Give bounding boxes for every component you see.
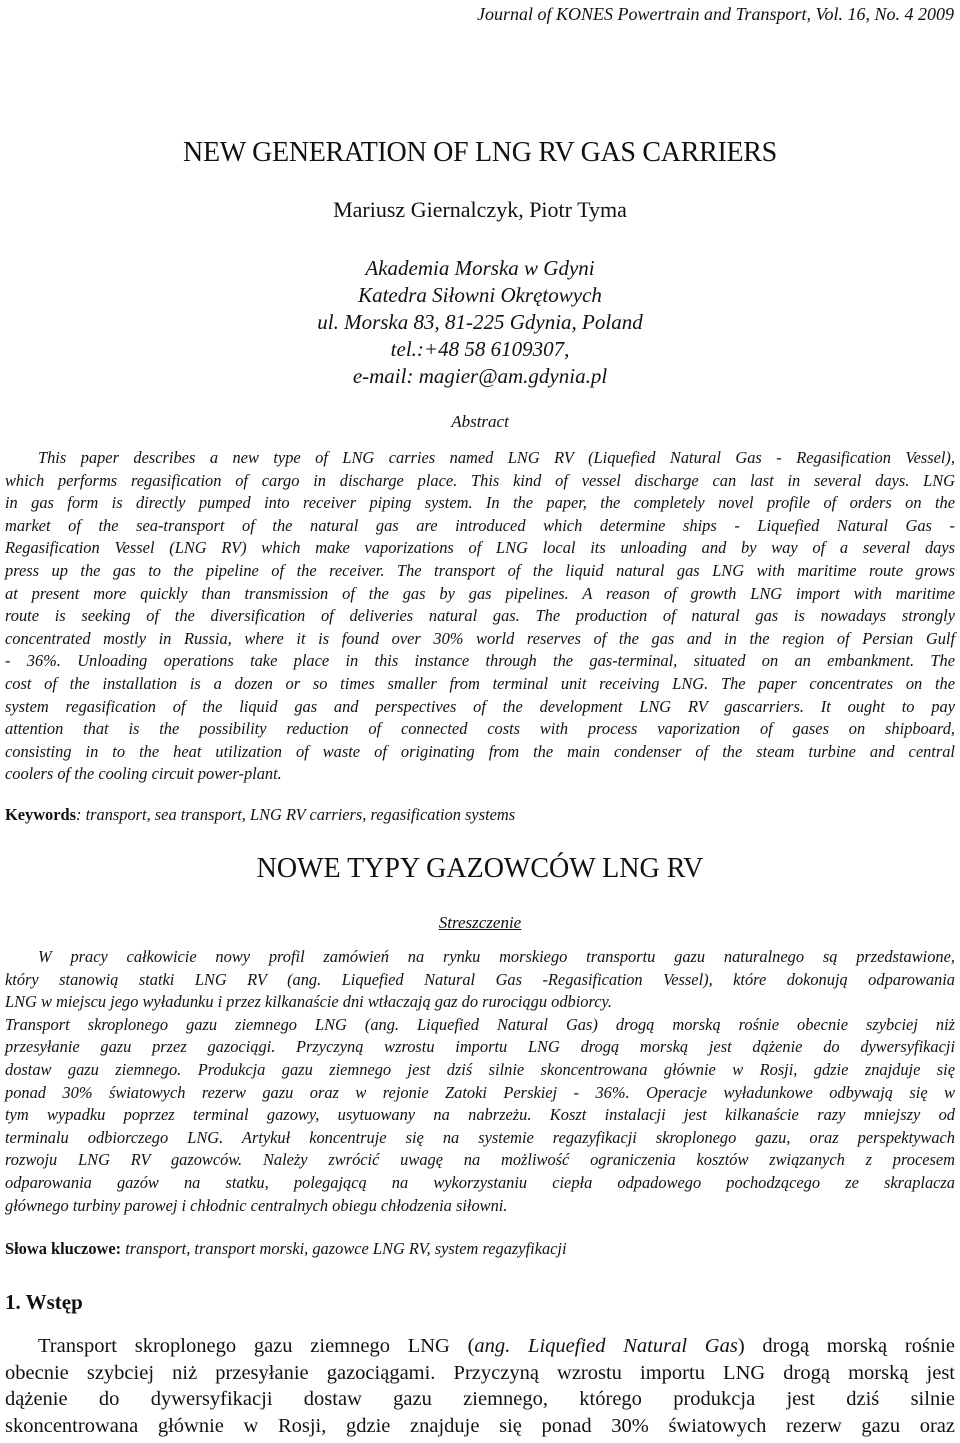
- keywords-text: : transport, sea transport, LNG RV carriers, regasification systems: [76, 805, 516, 824]
- intro-line-part: ) drogą morską rośnie: [737, 1335, 956, 1357]
- streszczenie-line: dostaw gazu ziemnego. Produkcja gazu ziemnego jest dziś silnie skoncentrowana głównie w Rosji, gdzie znajduje się: [5, 1059, 955, 1079]
- keywords-label: Keywords: [5, 805, 77, 824]
- intro-line: [5, 1333, 955, 1360]
- abstract-line: - 36%. Unloading operations take place in this instance through the gas-terminal, situated on an embankment. The: [5, 651, 955, 671]
- abstract-line: system regasification of the liquid gas and perspectives of the development LNG RV gascarriers. It ought to pay: [5, 696, 955, 716]
- intro-line-italic-part: ang. Liquefied Natural Gas: [474, 1335, 738, 1357]
- abstract-line: concentrated mostly in Russia, where it is found over 30% world reserves of the gas and in the region of Persian Gulf: [5, 628, 955, 648]
- paper-authors: Mariusz Giernalczyk, Piotr Tyma: [333, 197, 627, 222]
- streszczenie-line: ponad 30% światowych rezerw gazu oraz w rejonie Zatoki Perskiej - 36%. Operacje wyładunkowe odbywają się w: [5, 1082, 955, 1102]
- streszczenie-line: rozwoju LNG RV gazowców. Należy zwrócić uwagę na możliwość ograniczenia kosztów związanych z procesem: [5, 1150, 955, 1170]
- abstract-line: at present more quickly than transmission of the gas by gas pipelines. A reason of growth LNG import with maritime: [5, 583, 955, 603]
- abstract-line: route is seeking of the diversification of deliveries natural gas. The production of natural gas is nowadays strongly: [5, 606, 955, 626]
- section-heading-wstep: 1. Wstęp: [5, 1290, 83, 1314]
- abstract-line: cost of the installation is a dozen or so times smaller from terminal unit receiving LNG. The paper concentrates on the: [5, 673, 955, 693]
- streszczenie-line: odparowania gazów na statku, polegającą na wykorzystaniu ciepła odpadowego pochodzącego ze skraplacza: [5, 1172, 955, 1192]
- journal-running-header: Journal of KONES Powertrain and Transport, Vol. 16, No. 4 2009: [476, 4, 954, 24]
- streszczenie-line: LNG w miejscu jego wyładunku i przez kilkanaście dni wtłaczają gaz do rurociągu odbiorcy.: [5, 992, 613, 1012]
- streszczenie-heading: Streszczenie: [438, 913, 522, 932]
- streszczenie-line: terminalu odbiorczego LNG. Artykuł koncentruje się na systemie regazyfikacji skroplonego gazu, oraz perspektywach: [5, 1127, 955, 1147]
- intro-line-part: Transport skroplonego gazu ziemnego LNG (: [38, 1335, 475, 1357]
- affiliation-line: tel.:+48 58 6109307,: [390, 337, 570, 361]
- abstract-line: consisting in to the heat utilization of waste of originating from the main condenser of the steam turbine and central: [5, 741, 955, 761]
- abstract-body: [5, 447, 955, 786]
- slowa-kluczowe-label: Słowa kluczowe:: [5, 1239, 122, 1258]
- streszczenie-line: W pracy całkowicie nowy profil zamówień na rynku morskiego transportu gazu naturalnego są przedstawione,: [38, 947, 955, 966]
- streszczenie-body: [5, 946, 955, 1217]
- slowa-kluczowe-line: [5, 1238, 955, 1260]
- streszczenie-line: tym wypadku poprzez terminal gazowy, usytuowany na nabrzeżu. Koszt instalacji jest kilkanaście razy mniejszy od: [5, 1105, 955, 1125]
- abstract-line: press up the gas to the pipeline of the receiver. The transport of the liquid natural gas LNG with maritime route grows: [5, 560, 955, 580]
- abstract-line: This paper describes a new type of LNG carries named LNG RV (Liquefied Natural Gas - Regasification Vessel),: [38, 448, 955, 467]
- abstract-line: in gas form is directly pumped into receiver piping system. In the paper, the completely novel profile of orders on the: [5, 493, 955, 513]
- affiliation-email-line: e-mail: magier@am.gdynia.pl: [352, 364, 608, 388]
- intro-line: dążenie do dywersyfikacji dostaw gazu ziemnego, którego produkcja jest dziś silnie: [5, 1388, 955, 1410]
- streszczenie-line: który stanowią statki LNG RV (ang. Liquefied Natural Gas -Regasification Vessel), które dokonują odparowania: [5, 969, 955, 989]
- abstract-line: coolers of the cooling circuit power-plant.: [5, 764, 282, 784]
- author-affiliation: [0, 255, 960, 390]
- affiliation-line: Katedra Siłowni Okrętowych: [358, 283, 602, 307]
- intro-body: [5, 1333, 955, 1439]
- intro-line: obecnie szybciej niż przesyłanie gazociągami. Przyczyną wzrostu importu LNG drogą morską jest: [5, 1361, 955, 1384]
- abstract-line: which performs regasification of cargo in discharge place. This kind of vessel discharge can last in several days. LNG: [5, 470, 955, 490]
- intro-line: skoncentrowana głównie w Rosji, gdzie znajduje się ponad 30% światowych rezerw gazu oraz: [5, 1414, 955, 1437]
- abstract-heading: Abstract: [451, 412, 509, 431]
- abstract-line: Regasification Vessel (LNG RV) which make vaporizations of LNG local its unloading and by way of a several days: [5, 538, 955, 558]
- abstract-line: market of the sea-transport of the natural gas are introduced which determine ships - Liquefied Natural Gas -: [5, 515, 955, 535]
- streszczenie-line: Transport skroplonego gazu ziemnego LNG (ang. Liquefied Natural Gas) drogą morską rośnie obecnie szybciej niż: [5, 1014, 955, 1034]
- polish-title: NOWE TYPY GAZOWCÓW LNG RV: [256, 853, 704, 884]
- keywords-line: [5, 804, 955, 826]
- slowa-kluczowe-text: transport, transport morski, gazowce LNG RV, system regazyfikacji: [121, 1239, 567, 1258]
- affiliation-line: Akademia Morska w Gdyni: [365, 256, 595, 280]
- streszczenie-line: przesyłanie gazu przez gazociągi. Przyczyną wzrostu importu LNG drogą morską jest dążenie do dywersyfikacji: [5, 1037, 955, 1057]
- streszczenie-line: głównego turbiny parowej i chłodnic centralnych obiegu chłodzenia siłowni.: [5, 1195, 508, 1215]
- abstract-line: attention that is the possibility reduction of connected costs with process vaporization of gases on shipboard,: [5, 719, 955, 739]
- paper-title: NEW GENERATION OF LNG RV GAS CARRIERS: [183, 137, 777, 168]
- affiliation-line: ul. Morska 83, 81-225 Gdynia, Poland: [317, 310, 643, 334]
